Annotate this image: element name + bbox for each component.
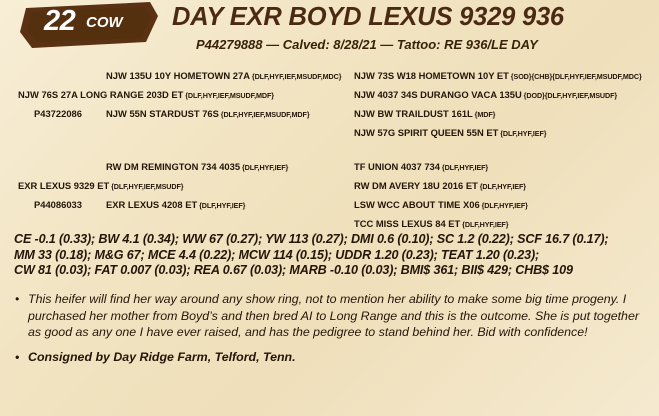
- note-item: [14, 349, 648, 366]
- bullet-icon: •: [15, 349, 20, 364]
- pedigree-entry: [18, 180, 183, 192]
- epd-line-2: MM 33 (0.18); M&G 67; MCE 4.4 (0.22); MCW 114 (0.15); UDDR 1.20 (0.23); TEAT 1.20 (0.23);: [14, 247, 540, 262]
- pedigree-animal-name: NJW 57G SPIRIT QUEEN 55N ET: [354, 127, 499, 138]
- registration-subtitle: P44279888 — Calved: 8/28/21 — Tattoo: RE 936/LE DAY: [196, 37, 538, 52]
- pedigree-trait-codes: {MDF}: [472, 110, 496, 119]
- lot-unit-label: COW: [86, 14, 123, 31]
- pedigree-animal-name: TCC MISS LEXUS 84 ET: [354, 218, 461, 229]
- page-title: DAY EXR BOYD LEXUS 9329 936: [172, 3, 564, 31]
- pedigree-trait-codes: {DLF,HYF,IEF,MSUDF,MDF}: [183, 91, 274, 100]
- pedigree-trait-codes: {DLF,HYF,IEF}: [477, 182, 526, 191]
- pedigree-entry: [34, 108, 82, 119]
- pedigree-animal-name: NJW 4037 34S DURANGO VACA 135U: [354, 89, 522, 100]
- pedigree-trait-codes: {DLF,HYF,IEF}: [197, 201, 246, 210]
- pedigree-entry: [354, 199, 528, 211]
- pedigree-entry: [354, 127, 546, 139]
- pedigree-trait-codes: {DLF,HYF,IEF}: [439, 163, 489, 172]
- pedigree-trait-codes: {DLF,HYF,IEF,MSUDF}: [109, 182, 184, 191]
- pedigree-trait-codes: {DLF,HYF,IEF,MSUDF,MDF}: [218, 110, 310, 119]
- pedigree-trait-codes: {DLF,HYF,IEF}: [479, 201, 528, 210]
- note-item: [14, 291, 648, 341]
- pedigree-section: [0, 70, 659, 230]
- pedigree-entry: [354, 161, 488, 173]
- pedigree-animal-name: NJW 55N STARDUST 76S: [106, 108, 219, 119]
- pedigree-animal-name: NJW BW TRAILDUST 161L: [354, 108, 473, 119]
- epd-values: [14, 232, 648, 279]
- pedigree-trait-codes: {DOD}{DLF,HYF,IEF,MSUDF}: [521, 91, 618, 100]
- pedigree-animal-name: NJW 76S 27A LONG RANGE 203D ET: [18, 89, 184, 100]
- lot-number: 22: [44, 5, 76, 37]
- bullet-icon: •: [15, 292, 20, 306]
- pedigree-entry: [18, 89, 274, 101]
- pedigree-entry: [354, 218, 508, 230]
- pedigree-entry: [354, 108, 495, 120]
- header: [0, 0, 659, 62]
- note-text: Consigned by Day Ridge Farm, Telford, Tenn.: [28, 349, 296, 364]
- pedigree-animal-name: P43722086: [34, 108, 82, 119]
- pedigree-animal-name: P44086033: [34, 199, 82, 210]
- pedigree-trait-codes: {SOD}{CHB}{DLF,HYF,IEF,MSUDF,MDC}: [508, 72, 642, 81]
- pedigree-entry: [106, 108, 310, 120]
- pedigree-animal-name: NJW 135U 10Y HOMETOWN 27A: [106, 70, 250, 81]
- note-text: This heifer will find her way around any show ring, not to mention her ability to make some big time progeny. I purchased her mother from Boyd’s and then bred AI to Long Range and this is the outcome. She is put together as good as any one I have ever raised, and has the pedigree to stand behind her. Bid with confidence!: [28, 292, 639, 339]
- pedigree-animal-name: RW DM REMINGTON 734 4035: [106, 161, 241, 172]
- pedigree-trait-codes: {DLF,HYF,IEF}: [240, 163, 289, 172]
- pedigree-entry: [34, 199, 82, 210]
- pedigree-trait-codes: {DLF,HYF,IEF}: [460, 220, 509, 229]
- pedigree-entry: [106, 161, 288, 173]
- pedigree-trait-codes: {DLF,HYF,IEF}: [498, 129, 547, 138]
- pedigree-animal-name: EXR LEXUS 4208 ET: [106, 199, 198, 210]
- pedigree-animal-name: LSW WCC ABOUT TIME X06: [354, 199, 480, 210]
- pedigree-entry: [354, 70, 642, 82]
- pedigree-animal-name: RW DM AVERY 18U 2016 ET: [354, 180, 478, 191]
- epd-line-3: CW 81 (0.03); FAT 0.007 (0.03); REA 0.67 (0.03); MARB -0.10 (0.03); BMI$ 361; BII$ 429; CHB$ 109: [14, 263, 573, 277]
- pedigree-animal-name: TF UNION 4037 734: [354, 161, 440, 172]
- notes-section: [14, 291, 648, 373]
- pedigree-trait-codes: {DLF,HYF,IEF,MSUDF,MDC}: [249, 72, 342, 81]
- epd-line-1: CE -0.1 (0.33); BW 4.1 (0.34); WW 67 (0.27); YW 113 (0.27); DMI 0.6 (0.10); SC 1.2 (0.22); SCF 16.7 (0.17);: [14, 232, 609, 246]
- pedigree-entry: [106, 70, 341, 82]
- pedigree-animal-name: EXR LEXUS 9329 ET: [18, 180, 110, 191]
- pedigree-entry: [106, 199, 245, 211]
- pedigree-entry: [354, 180, 526, 192]
- pedigree-entry: [354, 89, 617, 101]
- pedigree-animal-name: NJW 73S W18 HOMETOWN 10Y ET: [354, 70, 509, 81]
